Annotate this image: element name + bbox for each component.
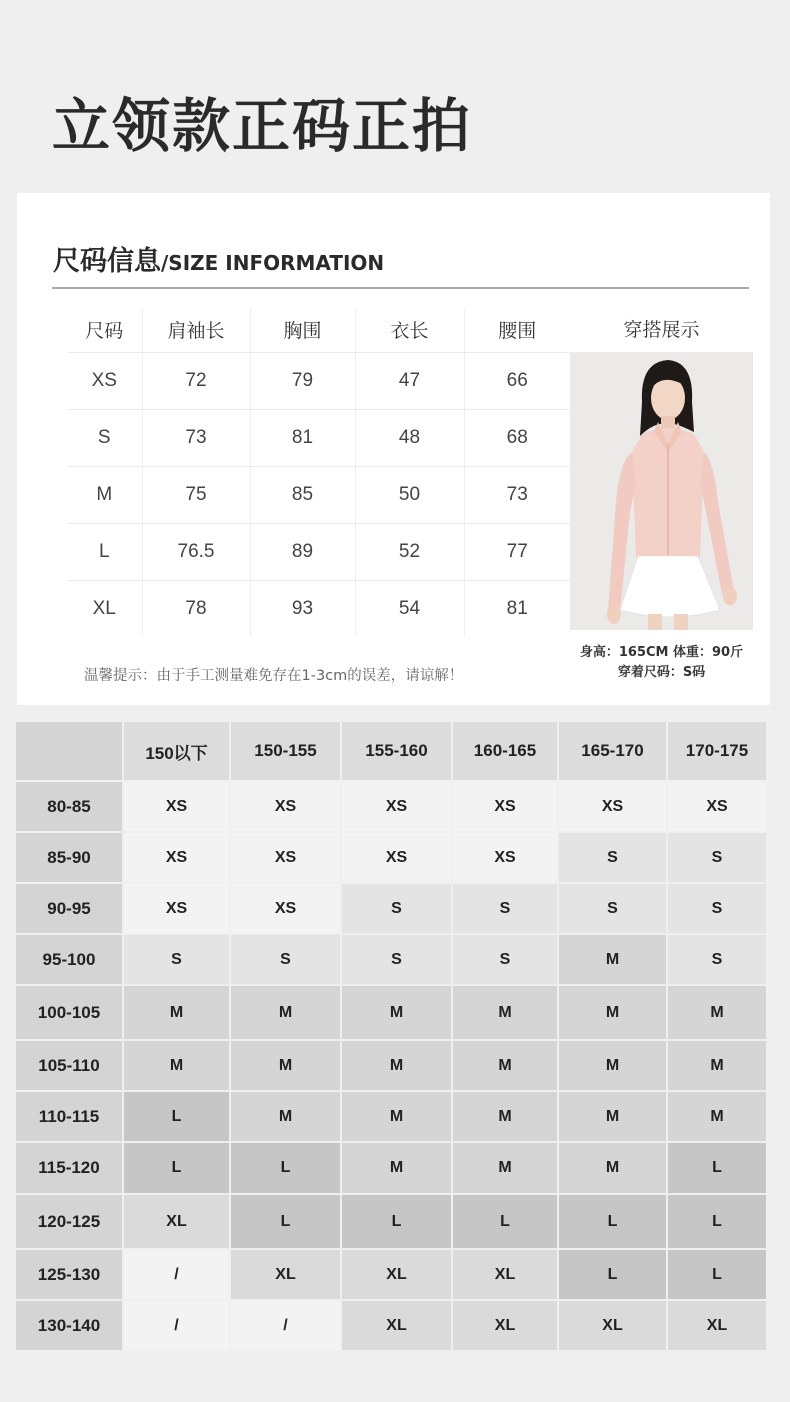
length-cell: 48 (355, 409, 464, 466)
weight-row-header: 105-110 (16, 1041, 122, 1090)
bust-cell: 79 (250, 352, 355, 409)
recommended-size-cell: M (124, 1041, 229, 1090)
recommended-size-cell: XS (453, 782, 557, 831)
page-title: 立领款正码正拍 (52, 92, 473, 160)
col-header-size: 尺码 (67, 308, 142, 352)
weight-row (16, 884, 766, 933)
weight-row (16, 1301, 766, 1350)
waist-cell: 66 (464, 352, 570, 409)
weight-row (16, 1041, 766, 1090)
weight-row (16, 833, 766, 882)
recommended-size-cell: S (668, 833, 766, 882)
measurement-row (67, 409, 570, 466)
size-cell: S (67, 409, 142, 466)
recommended-size-cell: M (124, 986, 229, 1039)
recommended-size-cell: S (124, 935, 229, 984)
recommended-size-cell: M (231, 1092, 340, 1141)
weight-row (16, 1092, 766, 1141)
weight-row (16, 782, 766, 831)
weight-row (16, 935, 766, 984)
corner-cell (16, 722, 122, 780)
measurement-table (67, 308, 570, 637)
recommended-size-cell: S (668, 884, 766, 933)
length-cell: 54 (355, 580, 464, 637)
recommended-size-cell: S (668, 935, 766, 984)
length-cell: 52 (355, 523, 464, 580)
recommended-size-cell: M (668, 1092, 766, 1141)
recommended-size-cell: XS (124, 782, 229, 831)
measurement-row (67, 523, 570, 580)
sleeve-length-cell: 75 (142, 466, 250, 523)
recommended-size-cell: XL (342, 1301, 451, 1350)
sleeve-length-cell: 72 (142, 352, 250, 409)
recommended-size-cell: M (668, 1041, 766, 1090)
waist-cell: 81 (506, 597, 528, 619)
recommended-size-cell: XS (559, 782, 666, 831)
recommended-size-cell: M (342, 1143, 451, 1193)
bust-cell: 85 (250, 466, 355, 523)
weight-row-header: 125-130 (16, 1250, 122, 1299)
recommended-size-cell: L (668, 1250, 766, 1299)
recommended-size-cell: / (231, 1301, 340, 1350)
recommended-size-cell: S (231, 935, 340, 984)
recommended-size-cell: L (668, 1195, 766, 1248)
recommended-size-cell: M (342, 986, 451, 1039)
recommended-size-cell: M (453, 1143, 557, 1193)
recommended-size-cell: XL (668, 1301, 766, 1350)
recommended-size-cell: XS (124, 833, 229, 882)
measurement-row (67, 466, 570, 523)
height-header-row (16, 722, 766, 780)
recommended-size-cell: M (231, 986, 340, 1039)
recommended-size-cell: XS (668, 782, 766, 831)
weight-row-header: 80-85 (16, 782, 122, 831)
recommended-size-cell: M (453, 1041, 557, 1090)
weight-row-header: 100-105 (16, 986, 122, 1039)
recommended-size-cell: S (559, 833, 666, 882)
recommended-size-cell: S (453, 935, 557, 984)
model-size-worn: 穿着尺码：S码 (617, 665, 706, 680)
recommended-size-cell: L (124, 1143, 229, 1193)
sleeve-length-cell: 76.5 (142, 523, 250, 580)
recommended-size-cell: M (231, 1041, 340, 1090)
size-info-heading-en: /SIZE INFORMATION (161, 251, 385, 275)
recommended-size-cell: XL (453, 1301, 557, 1350)
size-cell: XL (67, 580, 142, 637)
sleeve-length-cell: 73 (142, 409, 250, 466)
measurement-header-row (67, 308, 570, 352)
recommended-size-cell: M (342, 1092, 451, 1141)
height-col-header: 150以下 (124, 722, 229, 780)
recommended-size-cell: XS (231, 782, 340, 831)
recommended-size-cell: XS (231, 833, 340, 882)
size-info-card (17, 193, 770, 705)
weight-row (16, 1143, 766, 1193)
recommended-size-cell: XL (559, 1301, 666, 1350)
recommended-size-cell: XL (453, 1250, 557, 1299)
col-header-length: 衣长 (355, 308, 464, 352)
sleeve-length-cell: 78 (142, 580, 250, 637)
recommended-size-cell: L (231, 1143, 340, 1193)
weight-row-header: 95-100 (16, 935, 122, 984)
recommended-size-cell: L (559, 1195, 666, 1248)
recommended-size-cell: M (559, 935, 666, 984)
bust-cell: 89 (250, 523, 355, 580)
recommended-size-cell: M (453, 986, 557, 1039)
measurement-note: 温馨提示：由于手工测量难免存在1-3cm的误差，请谅解！ (84, 668, 464, 684)
recommended-size-cell: M (342, 1041, 451, 1090)
recommended-size-cell: M (559, 1092, 666, 1141)
size-cell: L (67, 523, 142, 580)
recommended-size-cell: L (231, 1195, 340, 1248)
height-col-header: 155-160 (342, 722, 451, 780)
recommended-size-cell: XS (124, 884, 229, 933)
weight-row-header: 85-90 (16, 833, 122, 882)
height-col-header: 165-170 (559, 722, 666, 780)
weight-row-header: 90-95 (16, 884, 122, 933)
weight-row (16, 1195, 766, 1248)
waist-cell: 68 (464, 409, 570, 466)
recommended-size-cell: S (559, 884, 666, 933)
size-info-heading (53, 239, 384, 278)
recommended-size-cell: / (124, 1301, 229, 1350)
recommended-size-cell: M (668, 986, 766, 1039)
col-header-sleeve: 肩袖长 (142, 308, 250, 352)
length-cell: 47 (355, 352, 464, 409)
model-photo (570, 352, 753, 630)
bust-cell: 81 (250, 409, 355, 466)
outfit-heading: 穿搭展示 (623, 319, 700, 341)
recommended-size-cell: L (124, 1092, 229, 1141)
recommended-size-cell: S (453, 884, 557, 933)
height-col-header: 160-165 (453, 722, 557, 780)
recommended-size-cell: M (453, 1092, 557, 1141)
recommended-size-cell: L (559, 1250, 666, 1299)
recommended-size-cell: M (559, 1143, 666, 1193)
model-info (570, 643, 753, 683)
bust-cell: 93 (250, 580, 355, 637)
recommended-size-cell: M (559, 986, 666, 1039)
weight-row-header: 110-115 (16, 1092, 122, 1141)
waist-cell: 77 (464, 523, 570, 580)
model-height-weight: 身高：165CM 体重：90斤 (579, 645, 744, 660)
size-cell: M (67, 466, 142, 523)
recommended-size-cell: / (124, 1250, 229, 1299)
recommended-size-cell: XL (231, 1250, 340, 1299)
weight-row-header: 130-140 (16, 1301, 122, 1350)
recommended-size-cell: S (342, 935, 451, 984)
recommended-size-cell: L (668, 1143, 766, 1193)
col-header-bust: 胸围 (250, 308, 355, 352)
recommended-size-cell: XS (342, 782, 451, 831)
recommended-size-cell: S (342, 884, 451, 933)
weight-row (16, 1250, 766, 1299)
length-cell: 50 (355, 466, 464, 523)
weight-row-header: 120-125 (16, 1195, 122, 1248)
weight-row (16, 986, 766, 1039)
height-col-header: 150-155 (231, 722, 340, 780)
waist-cell: 73 (464, 466, 570, 523)
height-col-header: 170-175 (668, 722, 766, 780)
size-info-heading-cn: 尺码信息 (53, 246, 161, 277)
recommended-size-cell: XS (231, 884, 340, 933)
size-recommendation-table (14, 720, 768, 1352)
heading-divider (52, 287, 749, 289)
recommended-size-cell: XS (342, 833, 451, 882)
recommended-size-cell: XL (124, 1195, 229, 1248)
col-header-waist: 腰围 (464, 308, 570, 352)
recommended-size-cell: L (342, 1195, 451, 1248)
recommended-size-cell: L (453, 1195, 557, 1248)
recommended-size-cell: XL (342, 1250, 451, 1299)
model-illustration (570, 352, 753, 630)
measurement-row (67, 352, 570, 409)
recommended-size-cell: M (559, 1041, 666, 1090)
weight-row-header: 115-120 (16, 1143, 122, 1193)
recommended-size-cell: XS (453, 833, 557, 882)
size-cell: XS (67, 352, 142, 409)
measurement-row (67, 580, 570, 637)
